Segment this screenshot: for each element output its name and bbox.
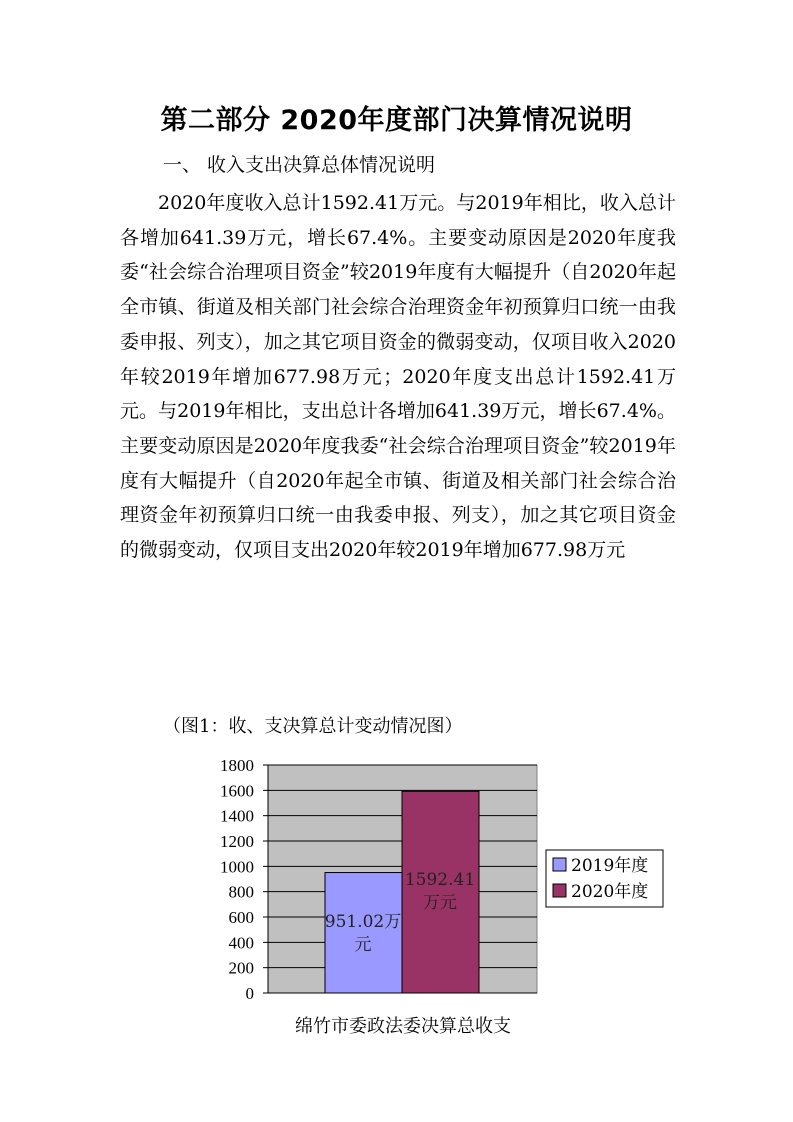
legend-swatch-2019年度 [553, 858, 566, 871]
y-tick-label: 1200 [220, 832, 254, 851]
y-tick-label: 1600 [220, 781, 254, 801]
legend-label-2019年度: 2019年度 [571, 856, 649, 876]
figure-caption: （图1：收、支决算总计变动情况图） [163, 716, 463, 737]
legend-swatch-2020年度 [553, 884, 566, 897]
x-axis-label: 绵竹市委政法委决算总收支 [295, 1016, 511, 1037]
y-tick-label: 0 [245, 984, 254, 1003]
y-tick-label: 200 [228, 958, 254, 978]
page-title: 第二部分 2020年度部门决算情况说明 [160, 105, 633, 136]
y-tick-label: 400 [228, 933, 254, 953]
bar-2019年度 [325, 873, 402, 993]
y-tick-label: 1000 [220, 857, 254, 877]
body-paragraph: 2020年度收入总计1592.41万元。与2019年相比，收入总计各增加641.39万元，增长67.4%。主要变动原因是2020年度我委“社会综合治理项目资金”较2019年度有大幅提升（自2020年起全市镇、街道及相关部门社会综合治理资金年初预算归口统一由我委申报、列支），加之其它项目资金的微弱变动，仅项目收入2020年较2019年增加677.98万元；2020年度支出总计1592.41万元。与2019年相比，支出总计各增加641.39万元，增长67.4%。主要变动原因是2020年度我委“社会综合治理项目资金”较2019年度有大幅提升（自2020年起全市镇、街道及相关部门社会综合治理资金年初预算归口统一由我委申报、列支），加之其它项目资金的微弱变动，仅项目支出2020年较2019年增加677.98万元 [120, 192, 676, 562]
y-tick-label: 600 [228, 908, 254, 927]
y-tick-label: 1800 [220, 756, 254, 775]
y-tick-label: 1400 [220, 806, 254, 826]
section-heading: 一、 收入支出决算总体情况说明 [163, 154, 436, 176]
data-label-2020年度: 1592.41 万元 [404, 870, 476, 913]
legend-label-2020年度: 2020年度 [571, 882, 649, 902]
data-label-2019年度: 951.02万元 [324, 912, 402, 955]
y-tick-label: 800 [228, 882, 254, 902]
